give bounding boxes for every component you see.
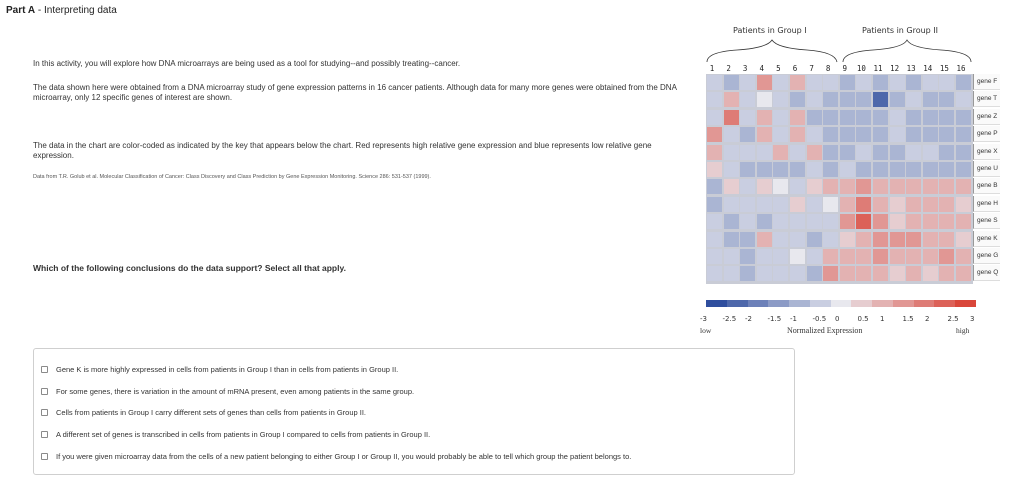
heatmap-cell [740, 92, 755, 107]
color-key-segment [955, 300, 976, 307]
gene-label: gene H [973, 196, 1000, 212]
heatmap-cell [807, 249, 822, 264]
gene-label: gene T [973, 91, 1000, 107]
heatmap-cell [956, 110, 971, 125]
heatmap-cell [740, 197, 755, 212]
color-key-segment [727, 300, 748, 307]
heatmap-cell [740, 110, 755, 125]
heatmap-cell [956, 75, 971, 90]
color-key-tick: 2 [925, 315, 930, 323]
heatmap-cell [873, 197, 888, 212]
heatmap-cell [757, 162, 772, 177]
option-text: For some genes, there is variation in the amount of mRNA present, even among patients in the same group. [56, 387, 415, 396]
column-number: 9 [842, 64, 848, 73]
heatmap-cell [724, 127, 739, 142]
heatmap-cell [906, 145, 921, 160]
option-3[interactable] [41, 408, 366, 417]
heatmap-cell [923, 197, 938, 212]
heatmap-cell [939, 232, 954, 247]
heatmap-cell [740, 162, 755, 177]
heatmap-cell [856, 249, 871, 264]
heatmap-cell [873, 145, 888, 160]
heatmap-cell [956, 232, 971, 247]
gene-label: gene S [973, 213, 1000, 229]
heatmap-cell [856, 197, 871, 212]
option-1[interactable] [41, 365, 398, 374]
heatmap-cell [840, 197, 855, 212]
checkbox[interactable] [41, 388, 48, 395]
heatmap-cell [724, 214, 739, 229]
heatmap-cell [956, 266, 971, 281]
heatmap-cell [939, 127, 954, 142]
heatmap-cell [807, 110, 822, 125]
heatmap-cell [939, 75, 954, 90]
color-key-tick: -3 [700, 315, 707, 323]
heatmap-cell [823, 249, 838, 264]
column-number: 14 [923, 64, 933, 73]
heatmap-cell [724, 249, 739, 264]
heatmap-cell [823, 127, 838, 142]
heatmap-cell [856, 75, 871, 90]
heatmap-cell [757, 75, 772, 90]
heatmap-cell [707, 92, 722, 107]
column-number: 2 [726, 64, 731, 73]
heatmap-cell [906, 266, 921, 281]
heatmap-cell [807, 127, 822, 142]
gene-label: gene B [973, 178, 1000, 194]
gene-label: gene Q [973, 265, 1000, 281]
color-key-segment [748, 300, 769, 307]
heatmap-cell [939, 214, 954, 229]
heatmap-cell [890, 214, 905, 229]
heatmap-cell [939, 249, 954, 264]
color-key-segment [851, 300, 872, 307]
checkbox[interactable] [41, 431, 48, 438]
color-key-tick: -1 [790, 315, 797, 323]
color-key-segment [893, 300, 914, 307]
color-key-tick: -0.5 [812, 315, 827, 323]
color-key-tick: 0.5 [857, 315, 869, 323]
color-key-segment [914, 300, 935, 307]
column-number: 5 [776, 64, 781, 73]
heatmap-cell [890, 266, 905, 281]
heatmap-cell [740, 179, 755, 194]
heatmap-cell [906, 127, 921, 142]
heatmap-cell [757, 232, 772, 247]
color-key-tick: 1 [880, 315, 885, 323]
column-number: 16 [956, 64, 966, 73]
heatmap-cell [707, 179, 722, 194]
heatmap-cell [956, 162, 971, 177]
heatmap-cell [807, 145, 822, 160]
heatmap-cell [773, 214, 788, 229]
heatmap-cell [707, 197, 722, 212]
heatmap-cell [823, 92, 838, 107]
heatmap-cell [773, 266, 788, 281]
heatmap-cell [840, 110, 855, 125]
heatmap-cell [956, 249, 971, 264]
heatmap-cell [757, 110, 772, 125]
heatmap-cell [840, 162, 855, 177]
heatmap-cell [939, 92, 954, 107]
heatmap-cell [906, 214, 921, 229]
heatmap-cell [873, 110, 888, 125]
heatmap-cell [923, 249, 938, 264]
heatmap-cell [906, 110, 921, 125]
heatmap-cell [740, 232, 755, 247]
heatmap-cell [707, 232, 722, 247]
column-number: 11 [873, 64, 883, 73]
color-key-segment [934, 300, 955, 307]
heatmap-cell [773, 197, 788, 212]
heatmap-cell [790, 145, 805, 160]
heatmap-cell [956, 214, 971, 229]
heatmap-cell [823, 110, 838, 125]
heatmap-cell [856, 214, 871, 229]
heatmap-cell [757, 249, 772, 264]
color-key-tick: 0 [835, 315, 840, 323]
heatmap-cell [740, 127, 755, 142]
heatmap-cell [923, 179, 938, 194]
color-key-tick: 1.5 [902, 315, 914, 323]
heatmap-cell [707, 145, 722, 160]
heatmap-cell [740, 249, 755, 264]
heatmap-cell [823, 266, 838, 281]
heatmap-cell [757, 197, 772, 212]
checkbox[interactable] [41, 453, 48, 460]
heatmap-cell [939, 179, 954, 194]
option-2[interactable] [41, 387, 414, 396]
heatmap-cell [790, 179, 805, 194]
heatmap-cell [906, 75, 921, 90]
heatmap-cell [923, 127, 938, 142]
heatmap-cell [840, 92, 855, 107]
heatmap-cell [873, 249, 888, 264]
checkbox[interactable] [41, 366, 48, 373]
heatmap-cell [724, 162, 739, 177]
heatmap-cell [823, 162, 838, 177]
heatmap-cell [906, 197, 921, 212]
heatmap-cell [906, 179, 921, 194]
color-key-tick: -1.5 [767, 315, 782, 323]
heatmap-cell [707, 162, 722, 177]
heatmap-cell [773, 127, 788, 142]
heatmap-cell [724, 110, 739, 125]
heatmap-cell [906, 232, 921, 247]
column-number: 6 [792, 64, 798, 73]
column-number: 10 [856, 64, 866, 73]
color-key-tick: 2.5 [947, 315, 959, 323]
heatmap-cell [790, 127, 805, 142]
heatmap-cell [773, 92, 788, 107]
column-number: 13 [906, 64, 916, 73]
column-number: 12 [890, 64, 900, 73]
gene-label: gene Z [973, 109, 1000, 125]
color-key-tick: -2.5 [722, 315, 737, 323]
heatmap-cell [790, 110, 805, 125]
heatmap-cell [856, 162, 871, 177]
heatmap-cell [856, 179, 871, 194]
heatmap-cell [757, 214, 772, 229]
heatmap-cell [773, 110, 788, 125]
heatmap-cell [890, 249, 905, 264]
gene-label: gene U [973, 161, 1000, 177]
heatmap-cell [724, 179, 739, 194]
heatmap-cell [923, 110, 938, 125]
color-key-tick: 3 [970, 315, 975, 323]
heatmap-cell [757, 92, 772, 107]
heatmap-cell [873, 75, 888, 90]
question-prompt: Which of the following conclusions do the data support? Select all that apply. [33, 263, 346, 273]
group-label-1: Patients in Group I [733, 26, 807, 35]
heatmap-cell [773, 249, 788, 264]
heatmap-cell [856, 266, 871, 281]
heatmap-cell [956, 127, 971, 142]
heatmap-cell [956, 197, 971, 212]
heatmap-cell [840, 266, 855, 281]
color-key-title: Normalized Expression [787, 326, 863, 335]
heatmap-cell [790, 75, 805, 90]
group-label-2: Patients in Group II [862, 26, 939, 35]
intro-paragraph-2: The data shown here were obtained from a DNA microarray study of gene expression patterns in 16 cancer patients. Although data for many more genes were obtained from the DNA microarray, only 12 specific genes of interest are shown. [33, 83, 677, 102]
heatmap-cell [890, 197, 905, 212]
heatmap-cell [807, 92, 822, 107]
color-key-segment [872, 300, 893, 307]
column-numbers [709, 64, 971, 74]
heatmap-cell [956, 145, 971, 160]
heatmap-cell [873, 162, 888, 177]
answer-options [33, 348, 795, 475]
heatmap-cell [840, 127, 855, 142]
heatmap-cell [790, 214, 805, 229]
heatmap-cell [956, 92, 971, 107]
heatmap-cell [740, 75, 755, 90]
heatmap-cell [707, 75, 722, 90]
color-key-segment [789, 300, 810, 307]
option-text: If you were given microarray data from the cells of a new patient belonging to either Group I or Group II, you would probably be able to tell which group the patient belongs to. [56, 452, 632, 461]
checkbox[interactable] [41, 409, 48, 416]
heatmap-cell [790, 266, 805, 281]
heatmap-cell [790, 162, 805, 177]
heatmap-cell [840, 232, 855, 247]
column-number: 15 [939, 64, 949, 73]
option-5[interactable] [41, 452, 631, 461]
gene-label: gene K [973, 231, 1000, 247]
option-text: Cells from patients in Group I carry different sets of genes than cells from patients in Group II. [56, 408, 367, 417]
heatmap-cell [890, 179, 905, 194]
color-key-segment [831, 300, 852, 307]
heatmap-cell [890, 145, 905, 160]
heatmap-cell [840, 249, 855, 264]
heatmap-cell [724, 266, 739, 281]
heatmap-cell [773, 232, 788, 247]
heatmap-cell [724, 145, 739, 160]
heatmap-cell [823, 179, 838, 194]
heatmap-cell [856, 145, 871, 160]
heatmap-cell [939, 162, 954, 177]
intro-paragraph-3: The data in the chart are color-coded as indicated by the key that appears below the chart. Red represents high relative gene expression and blue represents low relative gene expression. [33, 141, 652, 160]
heatmap-figure [697, 18, 1017, 348]
heatmap-cell [856, 92, 871, 107]
heatmap-cell [890, 110, 905, 125]
heatmap-cell [939, 110, 954, 125]
heatmap-cell [890, 162, 905, 177]
heatmap-cell [724, 232, 739, 247]
heatmap-cell [707, 266, 722, 281]
heatmap-cell [773, 75, 788, 90]
heatmap-cell [856, 232, 871, 247]
heatmap-cell [707, 127, 722, 142]
heatmap-cell [757, 179, 772, 194]
heatmap-cell [939, 266, 954, 281]
heatmap-cell [906, 249, 921, 264]
heatmap-cell [923, 232, 938, 247]
gene-label: gene G [973, 248, 1000, 264]
heatmap-cell [807, 266, 822, 281]
heatmap-cell [890, 75, 905, 90]
heatmap-cell [873, 92, 888, 107]
heatmap-cell [923, 145, 938, 160]
heatmap-cell [823, 145, 838, 160]
heatmap-cell [873, 127, 888, 142]
heatmap-cell [807, 214, 822, 229]
color-key-segment [768, 300, 789, 307]
heatmap-cell [807, 179, 822, 194]
column-number: 1 [709, 64, 715, 73]
heatmap-cell [923, 92, 938, 107]
heatmap-cell [724, 92, 739, 107]
heatmap-cell [873, 232, 888, 247]
color-key-low: low [700, 326, 712, 335]
heatmap-cell [939, 145, 954, 160]
heatmap-cell [856, 110, 871, 125]
heatmap-cell [923, 266, 938, 281]
option-text: Gene K is more highly expressed in cells from patients in Group I than in cells from patients in Group II. [56, 365, 399, 374]
heatmap-cell [856, 127, 871, 142]
heatmap-cell [923, 162, 938, 177]
option-text: A different set of genes is transcribed in cells from patients in Group I compared to cells from patients in Group II. [56, 430, 431, 439]
heatmap-cell [939, 197, 954, 212]
heatmap-cell [790, 92, 805, 107]
part-heading: Interpreting data [43, 5, 117, 16]
column-number: 4 [759, 64, 765, 73]
gene-label: gene F [973, 74, 1000, 90]
color-key-high: high [956, 326, 970, 335]
heatmap-cell [890, 127, 905, 142]
heatmap-cell [707, 214, 722, 229]
heatmap-cell [873, 266, 888, 281]
heatmap-cell [757, 127, 772, 142]
heatmap-cell [740, 214, 755, 229]
heatmap-cell [724, 75, 739, 90]
heatmap-cell [724, 197, 739, 212]
heatmap-cell [807, 75, 822, 90]
heatmap-cell [840, 214, 855, 229]
heatmap-cell [890, 232, 905, 247]
heatmap-cell [790, 232, 805, 247]
column-number: 8 [825, 64, 831, 73]
citation: Data from T.R. Golub et al. Molecular Classification of Cancer: Class Discovery and Class Prediction by Gene Expression Monitoring. Science 286: 531-537 (1999). [33, 174, 431, 180]
heatmap-cell [840, 145, 855, 160]
color-key-bar [706, 300, 976, 307]
heatmap-cell [757, 266, 772, 281]
heatmap-cell [740, 145, 755, 160]
heatmap-cell [823, 214, 838, 229]
heatmap-cell [790, 249, 805, 264]
heatmap-grid [706, 74, 973, 284]
part-title: Part A - Interpreting data [6, 5, 117, 16]
heatmap-cell [873, 214, 888, 229]
part-label: Part A [6, 5, 36, 16]
heatmap-cell [840, 179, 855, 194]
heatmap-cell [906, 162, 921, 177]
gene-label: gene X [973, 144, 1000, 160]
heatmap-cell [823, 75, 838, 90]
heatmap-cell [923, 214, 938, 229]
heatmap-cell [840, 75, 855, 90]
heatmap-cell [923, 75, 938, 90]
heatmap-cell [757, 145, 772, 160]
heatmap-cell [906, 92, 921, 107]
color-key-segment [706, 300, 727, 307]
color-key-tick: -2 [745, 315, 752, 323]
heatmap-cell [707, 110, 722, 125]
heatmap-cell [873, 179, 888, 194]
heatmap-cell [707, 249, 722, 264]
column-number: 3 [742, 64, 748, 73]
heatmap-cell [807, 162, 822, 177]
heatmap-cell [790, 197, 805, 212]
color-key-segment [810, 300, 831, 307]
heatmap-cell [956, 179, 971, 194]
heatmap-cell [807, 232, 822, 247]
heatmap-cell [773, 145, 788, 160]
heatmap-cell [823, 232, 838, 247]
group-braces [697, 36, 977, 66]
intro-paragraph-1: In this activity, you will explore how DNA microarrays are being used as a tool for studying--and possibly treating--cancer. [33, 59, 461, 68]
option-4[interactable] [41, 430, 430, 439]
heatmap-cell [773, 162, 788, 177]
heatmap-cell [807, 197, 822, 212]
heatmap-cell [823, 197, 838, 212]
heatmap-cell [740, 266, 755, 281]
column-number: 7 [809, 64, 814, 73]
gene-label: gene P [973, 126, 1000, 142]
heatmap-cell [890, 92, 905, 107]
heatmap-cell [773, 179, 788, 194]
